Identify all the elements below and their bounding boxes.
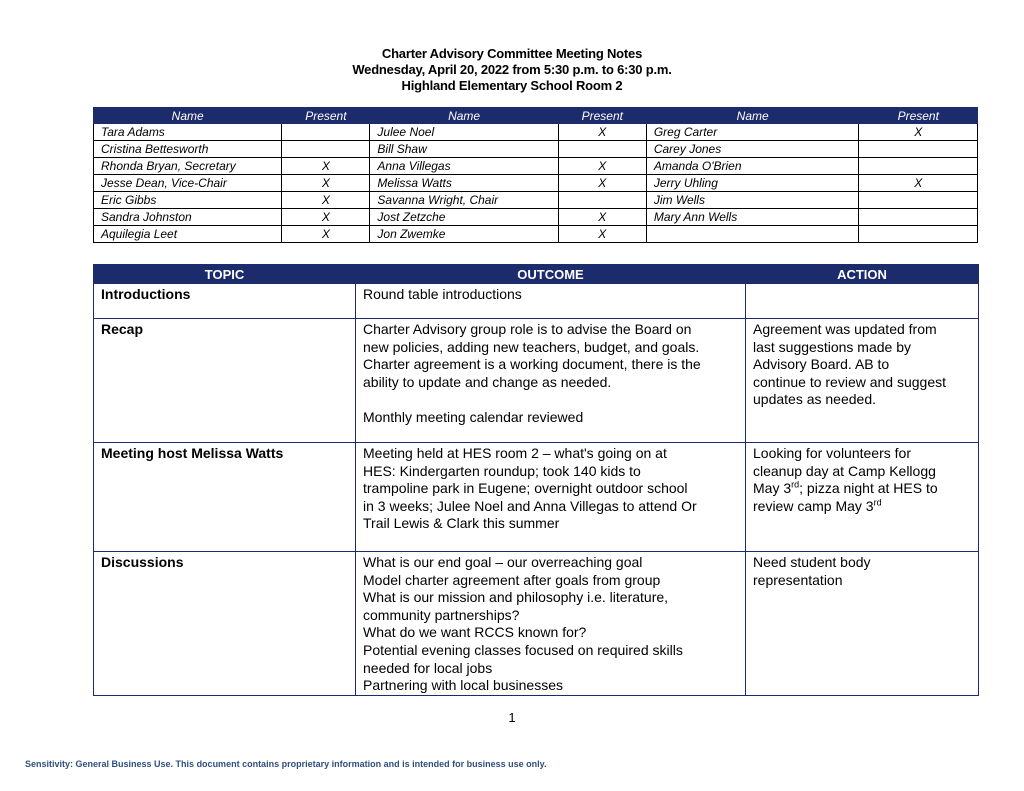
member-name: Aquilegia Leet [94,226,282,243]
outcome-line: What is our end goal – our overreaching goal [363,554,643,570]
outcome-line: Model charter agreement after goals from group [363,571,661,588]
meeting-date: Wednesday, April 20, 2022 from 5:30 p.m. to 6:30 p.m. [352,62,672,77]
present-mark: X [859,124,978,141]
outcome-line: Potential evening classes focused on required skills [363,641,683,658]
outcome-line: Charter Advisory group role is to advise the Board on [363,321,692,337]
present-mark: X [558,175,646,192]
outcome-line: Partnering with local businesses [363,677,563,694]
topic-row [94,319,979,443]
present-mark: X [282,209,370,226]
present-mark [558,141,646,158]
outcome-line: trampoline park in Eugene; overnight outdoor school [363,480,688,497]
action-cell [746,552,979,696]
topic-cell: Meeting host Melissa Watts [94,443,356,552]
meeting-location: Highland Elementary School Room 2 [401,78,623,93]
outcome-line: Charter agreement is a working document, there is the [363,356,701,373]
member-name: Jim Wells [646,192,859,209]
member-name: Sandra Johnston [94,209,282,226]
member-name: Anna Villegas [370,158,558,175]
member-name: Greg Carter [646,124,859,141]
member-name: Carey Jones [646,141,859,158]
column-header-name: Name [646,108,859,124]
document-title: Charter Advisory Committee Meeting Notes [381,46,643,61]
action-line: representation [753,571,843,588]
present-mark: X [282,175,370,192]
member-name: Jesse Dean, Vice-Chair [94,175,282,192]
action-cell [746,443,979,552]
present-mark: X [859,175,978,192]
page-number: 1 [508,710,516,725]
present-mark: X [282,226,370,243]
outcome-line: Monthly meeting calendar reviewed [363,408,584,425]
member-name: Cristina Bettesworth [94,141,282,158]
topics-header-row [94,265,979,284]
outcome-line [363,391,738,409]
column-header-action: ACTION [746,265,979,284]
outcome-line: Meeting held at HES room 2 – what's going on at [363,445,667,461]
action-line: May 3rd; pizza night at HES to [753,479,938,497]
sensitivity-footer: Sensitivity: General Business Use. This document contains proprietary information and is intended for business use only. [25,759,547,769]
outcome-line: What is our mission and philosophy i.e. literature, [363,589,669,606]
present-mark: X [282,158,370,175]
outcome-line: community partnerships? [363,606,520,623]
member-name: Rhonda Bryan, Secretary [94,158,282,175]
column-header-topic: TOPIC [94,265,356,284]
present-mark [859,141,978,158]
action-line: Agreement was updated from [753,321,937,337]
outcome-line: ability to update and change as needed. [363,373,612,390]
topic-cell: Discussions [94,552,356,696]
action-line: Advisory Board. AB to [753,356,890,373]
present-mark: X [558,209,646,226]
attendance-row [94,124,978,141]
outcome-cell [356,284,746,319]
column-header-present: Present [558,108,646,124]
present-mark: X [282,192,370,209]
outcome-line: new policies, adding new teachers, budget, and goals. [363,338,700,355]
document-header [0,46,1024,94]
column-header-outcome: OUTCOME [356,265,746,284]
member-name: Bill Shaw [370,141,558,158]
present-mark: X [558,158,646,175]
present-mark: X [558,226,646,243]
action-line: last suggestions made by [753,338,911,355]
present-mark: X [558,124,646,141]
present-mark [282,124,370,141]
action-line: cleanup day at Camp Kellogg [753,462,936,479]
action-line: Need student body [753,554,871,570]
outcome-cell [356,552,746,696]
outcome-line: in 3 weeks; Julee Noel and Anna Villegas to attend Or [363,497,697,514]
topic-row [94,552,979,696]
outcome-line: needed for local jobs [363,659,493,676]
present-mark [859,226,978,243]
topic-row [94,443,979,552]
action-cell [746,284,979,319]
attendance-row [94,158,978,175]
column-header-present: Present [859,108,978,124]
member-name: Amanda O'Brien [646,158,859,175]
outcome-line: HES: Kindergarten roundup; took 140 kids to [363,462,641,479]
member-name: Tara Adams [94,124,282,141]
member-name [646,226,859,243]
outcome-line: Round table introductions [363,286,522,302]
outcome-cell [356,319,746,443]
attendance-row [94,226,978,243]
action-cell [746,319,979,443]
column-header-name: Name [370,108,558,124]
column-header-present: Present [282,108,370,124]
member-name: Mary Ann Wells [646,209,859,226]
outcome-cell [356,443,746,552]
attendance-header-row [94,108,978,124]
attendance-row [94,175,978,192]
present-mark [859,158,978,175]
member-name: Jerry Uhling [646,175,859,192]
column-header-name: Name [94,108,282,124]
attendance-row [94,141,978,158]
member-name: Julee Noel [370,124,558,141]
present-mark [859,192,978,209]
outcome-line: Trail Lewis & Clark this summer [363,515,560,532]
action-line: updates as needed. [753,391,876,408]
topic-cell: Introductions [94,284,356,319]
present-mark [558,192,646,209]
member-name: Jon Zwemke [370,226,558,243]
present-mark [282,141,370,158]
member-name: Melissa Watts [370,175,558,192]
topic-cell: Recap [94,319,356,443]
attendance-table [93,107,978,243]
present-mark [859,209,978,226]
action-line: review camp May 3rd [753,497,882,514]
attendance-row [94,209,978,226]
outcome-line: What do we want RCCS known for? [363,624,587,641]
attendance-row [94,192,978,209]
topic-row [94,284,979,319]
member-name: Eric Gibbs [94,192,282,209]
member-name: Jost Zetzche [370,209,558,226]
action-line: Looking for volunteers for [753,445,911,461]
action-line: continue to review and suggest [753,373,947,390]
member-name: Savanna Wright, Chair [370,192,558,209]
topics-table [93,264,979,696]
